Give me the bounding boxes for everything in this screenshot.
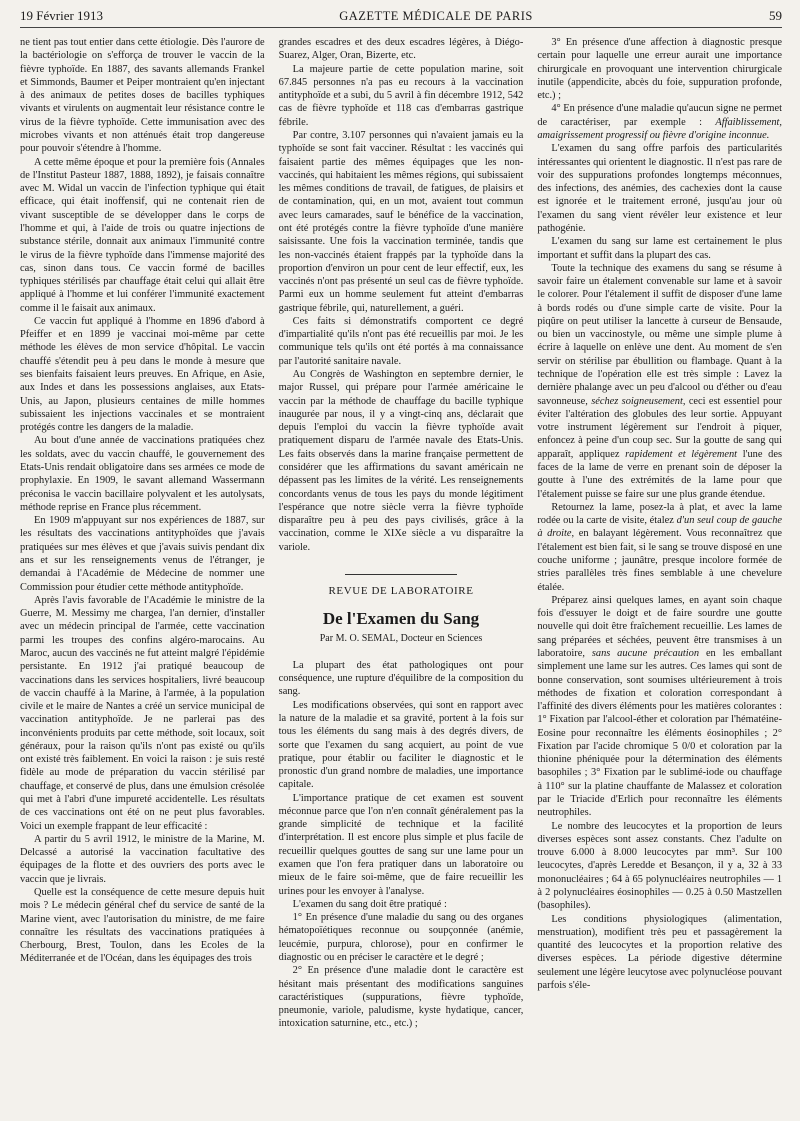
emphasis: sans aucune précaution xyxy=(591,647,700,659)
emphasis: d'un seul coup de gauche à droite xyxy=(537,515,783,540)
paragraph: L'examen du sang doit être pratiqué : xyxy=(292,898,447,910)
article-title: De l'Examen du Sang xyxy=(322,609,480,629)
paragraph: Le nombre des leucocytes et la proportion de leurs diverses espèces sont assez constants. Chez l'adulte on trouve 6.000 à 8.000 leucocytes par mm³. Sur 100 leucocytes, d'après Leredde et Besançon, il y a, 32 à 33 mononucléaires ; 64 à 65 polynucléaires neutrophiles — 1 à 2 polynucléaires éosinophiles — 0.25 à 0.50 Mastzellen (basophiles). xyxy=(537,820,783,912)
text: en les emballant simplement une lame sur les autres. Ces lames qui sont de bonne conservation, sont soumises ultérieurement à trois méthodes de fixation et coloration correspondant à l'affinité des divers éléments pour les matières colorantes : 1° Fixation par l'alcool-éther et coloration par l'hématéine-Eosine pour reconnaître les éléments éosinophiles ; 2° Fixation par l'acide chromique 5 0/0 et coloration par la thionine phéniquée pour la détermination des éléments basophiles ; 3° Fixation par le sublimé-iode ou chauffage à 110° sur la platine chauffante de Malassez et coloration par le Triacide d'Erlich pour reconnaître les éléments neutrophiles. xyxy=(537,647,783,819)
text: , en balayant légèrement. Vous reconnaîtrez que l'étalement est bien fait, si le sang se trouve disposé en une couche uniforme ; jaunâtre, presque incolore formée de stries parallèles très fines semblable à une chevelure étalée. xyxy=(537,528,783,593)
paragraph: Ce vaccin fut appliqué à l'homme en 1896 d'abord à Pfeiffer et en 1899 je vaccinai moi-même par cette méthode les élèves de mon service d'hôpital. Le vaccin chauffé s'étendit peu à peu dans le monde à mesure que ses bienfaits faisaient leurs preuves. En Afrique, en Asie, aux Indes et dans les possessions anglaises, aux Etats-Unis, au Japon, plusieurs centaines de mille hommes subissaient les injections vaccinales et se montraient protégés contre les dangers de la maladie. xyxy=(20,315,265,434)
paragraph xyxy=(537,262,782,501)
paragraph: ne tient pas tout entier dans cette étiologie. Dès l'aurore de la bactériologie on s'efforça de trouver le vaccin de la fièvre typhoïde. En 1887, des savants allemands Frankel et Simmonds, Baumer et Peiper montraient qu'en injectant à des animaux de petites doses de bacilles typhiques vivants et virulents on augmentait leur résistance contre le virus de la fièvre typhoïde. Cette immunisation avec des microbes vivants et non atténués était trop dangereuse pour pouvoir s'étendre à l'homme. xyxy=(20,37,265,155)
byline-suffix: , Docteur en Sciences xyxy=(395,632,483,644)
paragraph: grandes escadres et des deux escadres légères, à Diégo-Suarez, Alger, Oran, Bizerte, etc. xyxy=(278,37,524,62)
text: Toute la technique des examens du sang se résume à savoir faire un étalement convenable sur lame et à savoir le colorer. Pour l'étalement il suffit de disposer d'une lame à bords rodés ou d'une simple carte de visite. Pour la piqûre on peut utiliser la lancette à curseur de Bensaude, ou bien un vaccinostyle, ou même une simple plume à écrire à laquelle on enlève une dent. Au moment de s'en servir on stérilise par ébullition ou flambage. Quant à la technique de l'opération elle est très simple : Lavez la dernière phalange avec un peu d'alcool ou d'éther ou d'eau savonneuse, xyxy=(537,262,783,407)
emphasis: Affaiblissement, amaigrissement progressif ou fièvre d'origine inconnue. xyxy=(537,116,783,141)
emphasis: séchez soigneusement xyxy=(591,395,683,407)
paragraph: L'examen du sang offre parfois des particularités intéressantes qui orientent le diagnostic. Il n'est pas rare de voir des suppurations profondes longtemps méconnues, des infections, des anémies, des cachexies dont la cause est ignorée et le traitement erroné, jusqu'au jour où l'examen du sang vient révéler leur existence et leur pathogénie. xyxy=(537,143,783,234)
list-item xyxy=(537,102,782,142)
paragraph: Quelle est la conséquence de cette mesure depuis huit mois ? Le médecin général chef du service de santé de la Marine vient, avec l'autorisation du ministre, de me faire connaître les résultats des vaccinations pratiquées à Cherbourg, Brest, Toulon, dans les Ecoles de la Méditerranée et de l'Océan, dans les équipages des trois xyxy=(20,887,265,965)
section-heading: REVUE DE LABORATOIRE xyxy=(328,584,474,597)
list-item: 3° En présence d'une affection à diagnostic presque certain pour laquelle une erreur aurait une importance chirurgicale en provoquant une intervention chirurgicale inutile (appendicite, abcès du foie, suppuration profonde, etc.) ; xyxy=(537,37,783,102)
section-divider xyxy=(345,574,457,575)
text-columns xyxy=(20,36,782,1031)
paragraph: Les modifications observées, qui sont en rapport avec la nature de la maladie et sa gravité, portent à la fois sur tous les éléments du sang mais à des degrés divers, de sorte que l'examen du sang acquiert, au point de vue pratique, pour établir ou faciliter le diagnostic et le pronostic d'un grand nombre de maladies, une importance capitale. xyxy=(278,699,524,791)
text: l'une des faces de la lame de verre en prenant soin de déposer la goutte à l'une des extrémités de la lame pour que l'étalement puisse se faire sur une plus grande étendue. xyxy=(537,448,783,500)
paragraph: Après l'avis favorable de l'Académie le ministre de la Guerre, M. Messimy me chargea, l'an dernier, d'installer avec un médecin principal de l'armée, cette vaccination parmi les troupes des confins algéro-marocains. Au Maroc, aucun des vaccinés ne fut atteint malgré l'épidémie persistante. En 1912 j'ai pratiqué beaucoup de vaccinations dans les services hospitaliers, livré beaucoup de vaccin chauffé à la Marine, à l'armée, à la population civile et le maire de Nantes a créé un service municipal de vaccination antityphoïde. Je ne parlerai pas des inconvénients produits par cette méthode, soit locaux, soit généraux, pour la raison qu'ils n'ont pas existé ou qu'ils ont existé très faiblement. En voici la raison : je suis resté fidèle au mode de préparation du vaccin stérilisé par chauffage, et conservé de plus, dans une émulsion crésolée qui met à l'abri d'une impureté accidentelle. Les résultats de ces vaccinations ont été on ne peut plus favorables. Voici un exemple frappant de leur efficacité : xyxy=(20,594,265,832)
list-item: 1° En présence d'une maladie du sang ou des organes hématopoïétiques reconnue ou soupçonnée (anémie, leucémie, purpura, chlorose), pour en confirmer le diagnostic ou en préciser le caractère et le degré ; xyxy=(278,912,524,963)
column-1 xyxy=(20,36,265,1031)
paragraph: Au Congrès de Washington en septembre dernier, le major Russel, qui prépare pour l'armée américaine le vaccin par la méthode de chauffage du bacille typhique inaugurée par nous, il y a vingt-cinq ans, déclarait que depuis l'emploi du vaccin la fièvre typhoïde avait pratiquement disparu de l'armée navale des Etats-Unis. Les faits observés dans la marine française permettent de considérer que les affirmations du savant américain ne dépassent pas les limites de la vérité. Les renseignements concordants venus de tous les pays du monde légitiment l'espérance que notre siècle verra la fièvre typhoïde disparaître peu à peu des pays civilisés, grâce à la vaccination, comme le XIXe siècle a vu disparaître la variole. xyxy=(278,369,524,553)
journal-title: GAZETTE MÉDICALE DE PARIS xyxy=(339,9,533,23)
column-2 xyxy=(279,36,524,1031)
paragraph xyxy=(537,501,782,594)
byline-prefix: Par M. O. xyxy=(319,632,360,644)
paragraph xyxy=(537,594,782,820)
column-3 xyxy=(537,36,782,1031)
paragraph: La plupart des état pathologiques ont pour conséquence, une rupture d'équilibre de la composition du sang. xyxy=(278,659,524,698)
paragraph: A partir du 5 avril 1912, le ministre de la Marine, M. Delcassé a autorisé la vaccination facultative des équipages de la flotte et des ouvriers des ports avec le vaccin que je livrais. xyxy=(20,833,265,885)
paragraph: Au bout d'une année de vaccinations pratiquées chez les soldats, avec du vaccin chauffé, le gouvernement des Etats-Unis rendait obligatoire dans ses armées ce mode de prophylaxie. En 1909, le savant allemand Wassermann préconisa le vaccin bacillaire polyvalent et les autolysats, méthode reprise en France plus récemment. xyxy=(20,435,265,513)
paragraph: Par contre, 3.107 personnes qui n'avaient jamais eu la typhoïde se sont fait vacciner. Résultat : les vaccinés qui faisaient partie des mêmes équipages que les non-vaccinés, qui habitaient les mêmes régions, qui subissaient les mêmes conditions de travail, de fatigues, de plaisirs et de contamination, qui, en un mot, avaient tout commun avec leurs camarades, sauf le bénéfice de la vaccination, ont été protégés contre la fièvre typhoïde d'une manière saisissante. Une fois la vaccination terminée, tandis que les non-vaccinés étaient frappés par la typhoïde dans la proportion d'environ un pour cent de leur effectif, eux, les vaccinés n'ont pas présenté un seul cas de fièvre typhoïde. Parmi eux un homme seulement fut atteint d'embarras gastrique fébrile, qui, naturellement, a guéri. xyxy=(278,129,524,314)
paragraph: Les conditions physiologiques (alimentation, menstruation), modifient très peu et passagèrement la quantité des leucocytes et la proportion relative des diverses espèces. La période digestive détermine seulement une légère leucytose avec polynucléose pouvant parfois s'éle- xyxy=(537,913,783,991)
byline xyxy=(279,632,524,645)
list-item: 2° En présence d'une maladie dont le caractère est hésitant mais présentant des modifications sanguines caractéristiques (suppurations, fièvre typhoïde, pneumonie, variole, paludisme, kyste hydatique, cancer, intoxication saturnine, etc., etc.) ; xyxy=(278,965,524,1030)
text: Retournez la lame, posez-la à plat, et avec la lame rodée ou la carte de visite, étalez xyxy=(537,501,783,527)
paragraph: A cette même époque et pour la première fois (Annales de l'Institut Pasteur 1887, 1888, 1892), je faisais connaître avec M. Widal un vaccin de l'infection typhique qui était efficace, qui était inoffensif, qui ne contenait rien de vivant susceptible de se développer dans le corps de l'homme et qui, à l'aide de trois ou quatre injections de substance stérile, donnait aux animaux l'immunité contre le virus de la fièvre typhoïde dans l'immense majorité des cas, sinon dans tous. Ce vaccin formé de bacilles typhiques stérilisés par chauffage était celui qui allait être appliqué à l'homme et lui conférer l'immunité exactement comme il le faisait aux animaux. xyxy=(20,156,265,314)
paragraph: En 1909 m'appuyant sur nos expériences de 1887, sur les résultats des vaccinations antityphoïdes que j'avais pratiquées sur mes élèves et que j'avais suivis pendant dix ans et sur les renseignements venus de l'étranger, je demandai à l'Académie de Médecine de nommer une Commission pour étudier cette méthode antityphoïde. xyxy=(20,515,265,593)
text: 4° En présence d'une maladie qu'aucun signe ne permet de caractériser, par exemple : xyxy=(537,103,783,128)
emphasis: rapidement et légèrement xyxy=(625,448,738,460)
text: , ceci est essentiel pour éviter l'altération des globules des leur sortie. Appuyant votre instrument légèrement sur l'endroit à piquer, enfoncez à peine d'un coup sec. Sur la goutte de sang qui apparaît, appliquez xyxy=(537,395,783,460)
paragraph: Ces faits si démonstratifs comportent ce degré d'impartialité qu'ils n'ont pas été recueillis par moi. Je les communique tels qu'ils ont été portés à ma connaissance par l'autorité sanitaire navale. xyxy=(278,315,524,367)
text: Préparez ainsi quelques lames, en ayant soin chaque fois d'essuyer le doigt et de faire sourdre une goutte nouvelle qui doit être fraîchement recueillie. Les lames de sang préparées et séchées, peuvent être transmises à un laboratoire, xyxy=(537,594,783,659)
running-head xyxy=(20,8,782,28)
paragraph: L'importance pratique de cet examen est souvent méconnue parce que l'on n'en connaît généralement pas la grande simplicité de technique et la facilité d'interprétation. Il est encore plus simple et plus facile de recueillir quelques gouttes de sang sur une lame pour un examen que l'on fera pratiquer dans un laboratoire ou mieux de le faire soi-même, que de faire recueillir les urines pour les envoyer à l'analyse. xyxy=(278,792,524,897)
paragraph: L'examen du sang sur lame est certainement le plus important et suffit dans la plupart des cas. xyxy=(537,236,783,261)
page-number: 59 xyxy=(769,8,782,23)
issue-date: 19 Février 1913 xyxy=(20,8,104,23)
author-name: SEMAL xyxy=(361,632,396,644)
paragraph: La majeure partie de cette population marine, soit 67.845 personnes n'a pas eu recours à la vaccination antityphoïde et a subi, du 5 avril à fin décembre 1912, 542 cas de fièvre typhoïde et 118 cas d'embarras gastrique fébrile. xyxy=(278,63,524,128)
